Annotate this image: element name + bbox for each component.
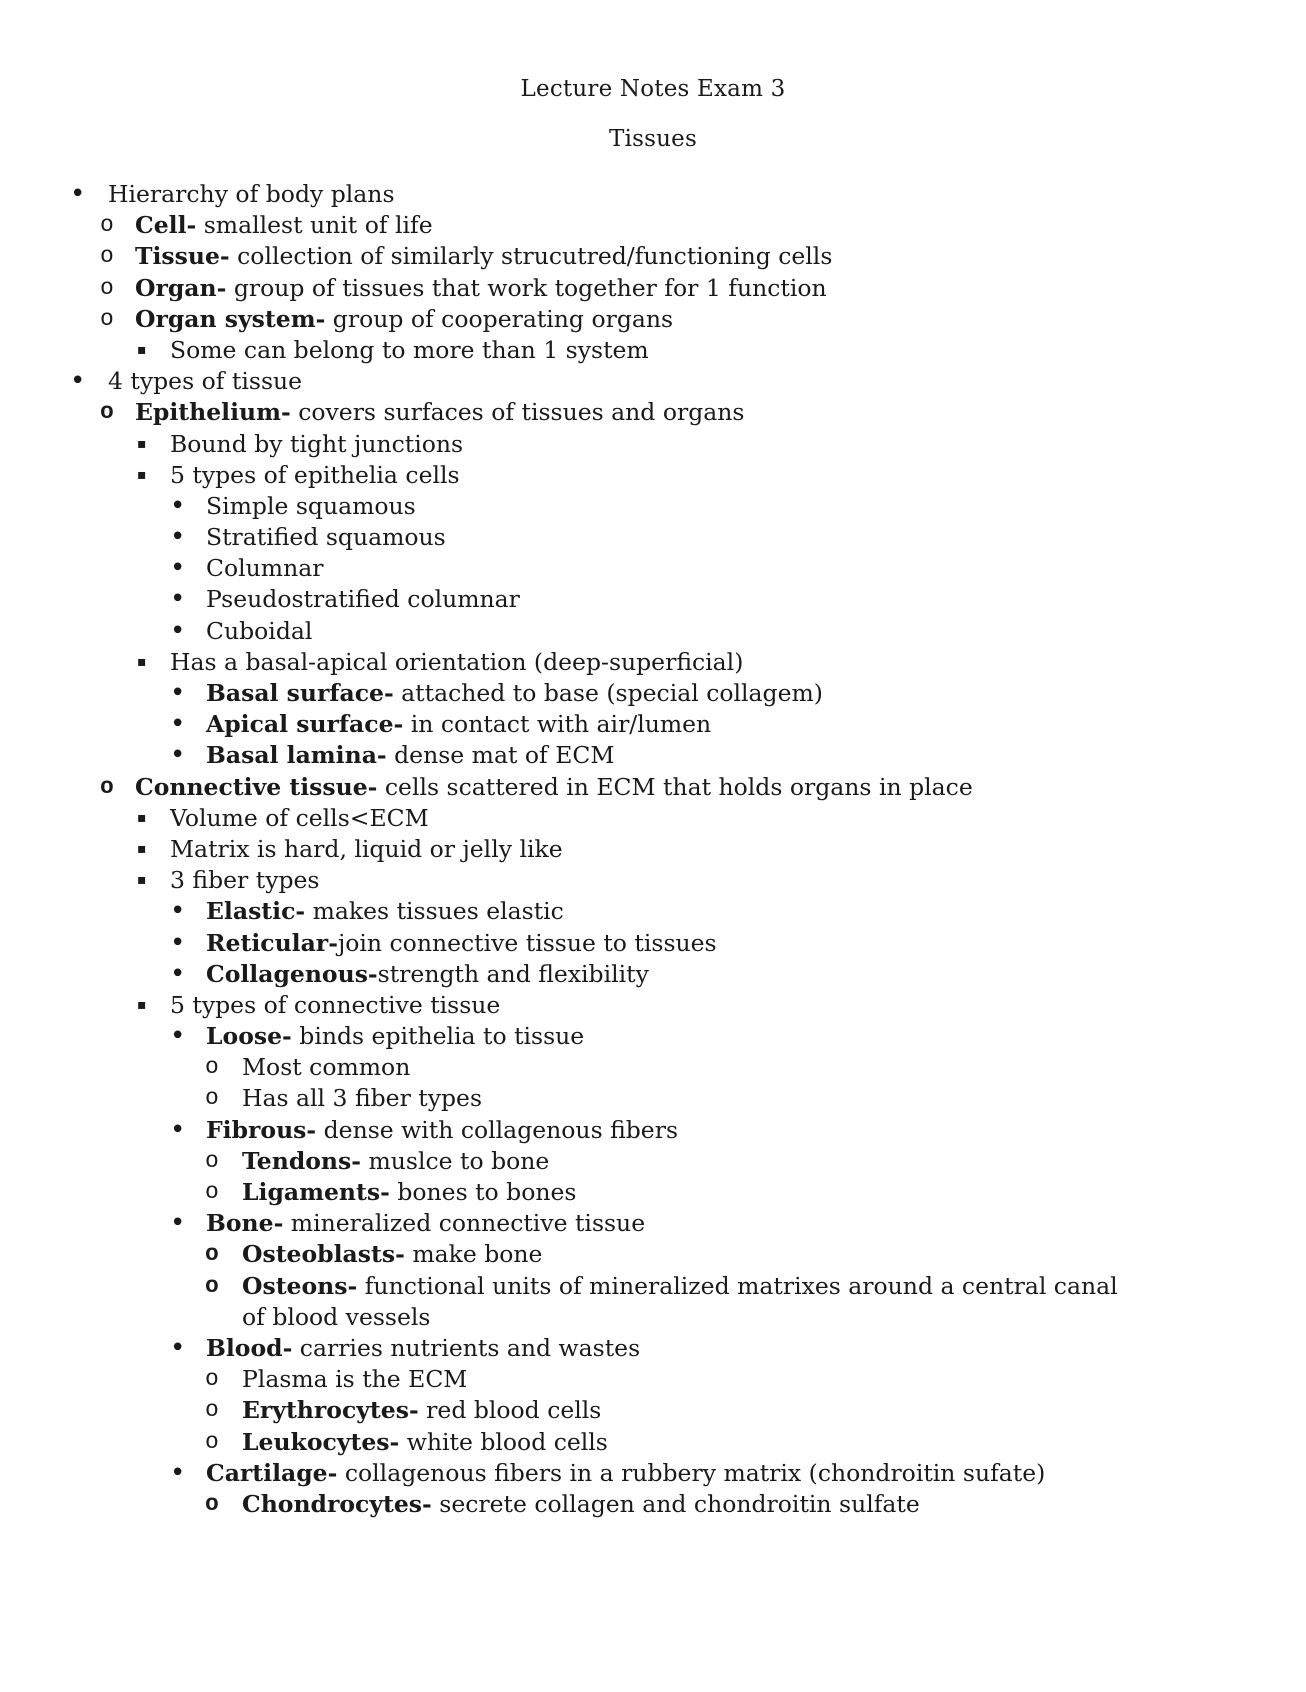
bullet-marker: • (170, 553, 186, 584)
item-term: Reticular- (206, 928, 338, 957)
outline-item (0, 615, 1306, 646)
outline-item (0, 989, 1306, 1020)
item-term: Osteoblasts- (242, 1240, 405, 1269)
item-content (242, 1426, 608, 1460)
item-content (242, 1488, 920, 1522)
item-term: Erythrocytes- (242, 1396, 419, 1425)
bullet-marker: • (170, 678, 186, 708)
item-text: muslce to bone (361, 1146, 550, 1175)
item-text: secrete collagen and chondroitin sulfate (431, 1489, 920, 1518)
bullet-marker: • (170, 1114, 186, 1145)
item-content (206, 1207, 645, 1241)
item-text: red blood cells (418, 1396, 602, 1425)
outline-item (0, 1082, 1306, 1113)
bullet-marker: • (170, 709, 186, 740)
item-content (206, 490, 416, 524)
item-text: functional units of mineralized matrixes around a central canal (357, 1271, 1118, 1300)
item-content (170, 428, 463, 462)
bullet-marker: ▪ (137, 809, 147, 826)
bullet-marker: ▪ (137, 341, 147, 358)
item-text: 5 types of connective tissue (170, 990, 501, 1019)
item-content (206, 1332, 640, 1366)
outline-item (0, 1270, 1306, 1301)
outline-item (0, 365, 1306, 396)
bullet-marker: • (170, 1208, 186, 1239)
bullet-marker: ▪ (137, 653, 147, 670)
notes-outline (0, 178, 1306, 1519)
bullet-marker: • (170, 1021, 186, 1052)
bullet-marker: • (170, 584, 186, 615)
bullet-marker: • (170, 927, 186, 958)
item-text: make bone (404, 1240, 543, 1269)
bullet-marker: • (170, 1457, 186, 1488)
bullet-marker: • (70, 366, 86, 397)
item-content (170, 833, 563, 867)
item-content (206, 583, 520, 617)
bullet-marker: o (100, 773, 114, 800)
item-text: Most common (242, 1053, 411, 1082)
item-text: Simple squamous (206, 491, 416, 520)
item-term: Leukocytes- (242, 1427, 400, 1456)
bullet-marker: o (100, 212, 114, 239)
item-text: cells scattered in ECM that holds organs in place (377, 772, 973, 801)
outline-item (0, 677, 1306, 708)
bullet-marker: ▪ (137, 840, 147, 857)
outline-item (0, 303, 1306, 334)
outline-item (0, 802, 1306, 833)
outline-item (0, 1176, 1306, 1207)
outline-item-continuation (0, 1301, 1306, 1332)
outline-item (0, 708, 1306, 739)
item-text: binds epithelia to tissue (291, 1022, 585, 1051)
item-content (206, 739, 614, 773)
item-text: group of tissues that work together for 1 function (226, 273, 827, 302)
bullet-marker: • (170, 522, 186, 553)
bullet-marker: • (170, 1332, 186, 1363)
item-content (242, 1394, 601, 1428)
item-text: Hierarchy of body plans (108, 180, 395, 208)
item-text: join connective tissue to tissues (337, 928, 717, 957)
item-text: Plasma is the ECM (242, 1365, 468, 1394)
item-content (206, 927, 717, 961)
outline-item (0, 1051, 1306, 1082)
item-text-continuation: of blood vessels (242, 1302, 431, 1331)
outline-item (0, 864, 1306, 895)
item-term: Cell- (135, 211, 197, 240)
bullet-marker: ▪ (137, 466, 147, 483)
outline-item (0, 459, 1306, 490)
item-content (206, 521, 446, 555)
outline-item (0, 240, 1306, 271)
item-content (135, 240, 832, 274)
item-content (242, 1082, 482, 1116)
item-content (135, 272, 827, 306)
item-term: Organ system- (135, 304, 326, 333)
item-text: in contact with air/lumen (403, 710, 712, 739)
outline-item (0, 1332, 1306, 1363)
bullet-marker: o (205, 1179, 219, 1205)
bullet-marker: o (205, 1490, 219, 1517)
item-content (206, 677, 823, 711)
bullet-marker: • (170, 490, 186, 521)
item-text: group of cooperating organs (325, 304, 674, 333)
item-text: Columnar (206, 554, 324, 583)
item-text: dense mat of ECM (386, 741, 615, 770)
bullet-marker: o (205, 1397, 219, 1424)
item-content (135, 396, 744, 430)
outline-item (0, 396, 1306, 427)
item-content (170, 802, 429, 836)
item-text: 5 types of epithelia cells (170, 460, 460, 489)
item-term: Blood- (206, 1333, 293, 1362)
item-text: makes tissues elastic (305, 897, 564, 926)
outline-item (0, 739, 1306, 770)
item-content (206, 615, 312, 649)
bullet-marker: • (170, 958, 186, 989)
item-text: Cuboidal (206, 616, 313, 645)
item-term: Epithelium- (135, 398, 291, 427)
outline-item (0, 1207, 1306, 1238)
outline-item (0, 1238, 1306, 1269)
item-term: Elastic- (206, 897, 306, 926)
item-term: Connective tissue- (135, 772, 378, 801)
bullet-marker: o (100, 243, 114, 270)
item-term: Loose- (206, 1022, 292, 1051)
item-term: Basal lamina- (206, 741, 387, 770)
item-text: Volume of cells<ECM (170, 803, 429, 832)
item-term: Tissue- (135, 242, 230, 271)
item-term: Chondrocytes- (242, 1489, 432, 1518)
outline-item (0, 895, 1306, 926)
item-text: 4 types of tissue (108, 367, 303, 396)
item-term: Bone- (206, 1209, 284, 1238)
item-text: smallest unit of life (196, 211, 433, 240)
item-content (135, 303, 673, 337)
outline-item (0, 771, 1306, 802)
section-heading: Tissues (609, 126, 697, 152)
item-term: Cartilage- (206, 1458, 338, 1487)
item-content (135, 771, 973, 805)
item-text: white blood cells (399, 1427, 608, 1456)
item-content (242, 1238, 542, 1272)
bullet-marker: o (205, 1272, 219, 1299)
item-text: Has a basal-apical orientation (deep-superficial) (170, 647, 744, 676)
item-text: dense with collagenous fibers (316, 1115, 679, 1144)
outline-item (0, 1394, 1306, 1425)
item-content (206, 1020, 584, 1054)
outline-item (0, 490, 1306, 521)
item-content (170, 989, 500, 1023)
item-content (206, 895, 564, 929)
bullet-marker: o (100, 305, 114, 332)
item-content (206, 1114, 678, 1148)
item-term: Basal surface- (206, 679, 394, 707)
outline-item (0, 552, 1306, 583)
item-term: Fibrous- (206, 1115, 317, 1144)
item-content (242, 1363, 467, 1397)
document-title: Lecture Notes Exam 3 (520, 76, 786, 102)
item-term: Collagenous- (206, 959, 378, 988)
item-content (206, 552, 323, 586)
item-text: Stratified squamous (206, 523, 446, 552)
bullet-marker: o (205, 1241, 219, 1268)
item-term: Organ- (135, 273, 227, 302)
item-text: collagenous fibers in a rubbery matrix (chondroitin sufate) (337, 1458, 1046, 1487)
item-term: Ligaments- (242, 1178, 390, 1206)
outline-item (0, 833, 1306, 864)
bullet-marker: ▪ (137, 435, 147, 452)
outline-item (0, 958, 1306, 989)
item-content (108, 178, 395, 212)
outline-item (0, 428, 1306, 459)
outline-item (0, 1363, 1306, 1394)
outline-item (0, 178, 1306, 209)
bullet-marker: • (170, 740, 186, 771)
bullet-marker: o (100, 274, 114, 301)
item-content (242, 1145, 549, 1179)
outline-item (0, 272, 1306, 303)
item-text: covers surfaces of tissues and organs (290, 398, 745, 427)
item-text: 3 fiber types (170, 866, 320, 895)
bullet-marker: • (170, 615, 186, 646)
item-content (170, 334, 649, 368)
outline-item (0, 927, 1306, 958)
outline-item (0, 1457, 1306, 1488)
item-content (108, 365, 302, 399)
bullet-marker: o (100, 399, 114, 426)
item-content (206, 958, 649, 992)
outline-item (0, 1114, 1306, 1145)
outline-item (0, 1426, 1306, 1457)
bullet-marker: o (205, 1366, 219, 1393)
outline-item (0, 1145, 1306, 1176)
bullet-marker: ▪ (137, 872, 147, 889)
bullet-marker: o (205, 1428, 219, 1455)
item-content (170, 864, 319, 898)
bullet-marker: o (205, 1085, 219, 1112)
item-text: Some can belong to more than 1 system (170, 335, 649, 364)
outline-item (0, 1020, 1306, 1051)
outline-item (0, 583, 1306, 614)
outline-item (0, 521, 1306, 552)
bullet-marker: ▪ (137, 996, 147, 1013)
item-text: Has all 3 fiber types (242, 1084, 483, 1113)
item-text: Bound by tight junctions (170, 429, 464, 458)
outline-item (0, 1488, 1306, 1519)
item-term: Osteons- (242, 1271, 358, 1300)
item-text: carries nutrients and wastes (292, 1333, 641, 1362)
item-content (242, 1270, 1118, 1304)
item-text: strength and flexibility (377, 959, 649, 988)
bullet-marker: • (170, 896, 186, 927)
item-content (242, 1051, 410, 1085)
bullet-marker: • (70, 179, 86, 209)
item-text: bones to bones (389, 1178, 577, 1206)
item-content (242, 1176, 576, 1210)
item-text: mineralized connective tissue (283, 1209, 646, 1238)
item-term: Apical surface- (206, 710, 404, 739)
item-content (170, 646, 743, 680)
item-term: Tendons- (242, 1146, 362, 1175)
item-content (206, 708, 711, 742)
item-content (170, 459, 460, 493)
item-content (206, 1457, 1045, 1491)
item-text: Pseudostratified columnar (206, 585, 520, 614)
outline-item (0, 209, 1306, 240)
bullet-marker: o (205, 1054, 219, 1081)
item-text: attached to base (special collagem) (393, 679, 823, 707)
item-content (135, 209, 433, 243)
outline-item (0, 646, 1306, 677)
item-text: collection of similarly strucutred/functioning cells (229, 242, 833, 271)
item-text: Matrix is hard, liquid or jelly like (170, 834, 563, 863)
outline-item (0, 334, 1306, 365)
bullet-marker: o (205, 1147, 219, 1174)
